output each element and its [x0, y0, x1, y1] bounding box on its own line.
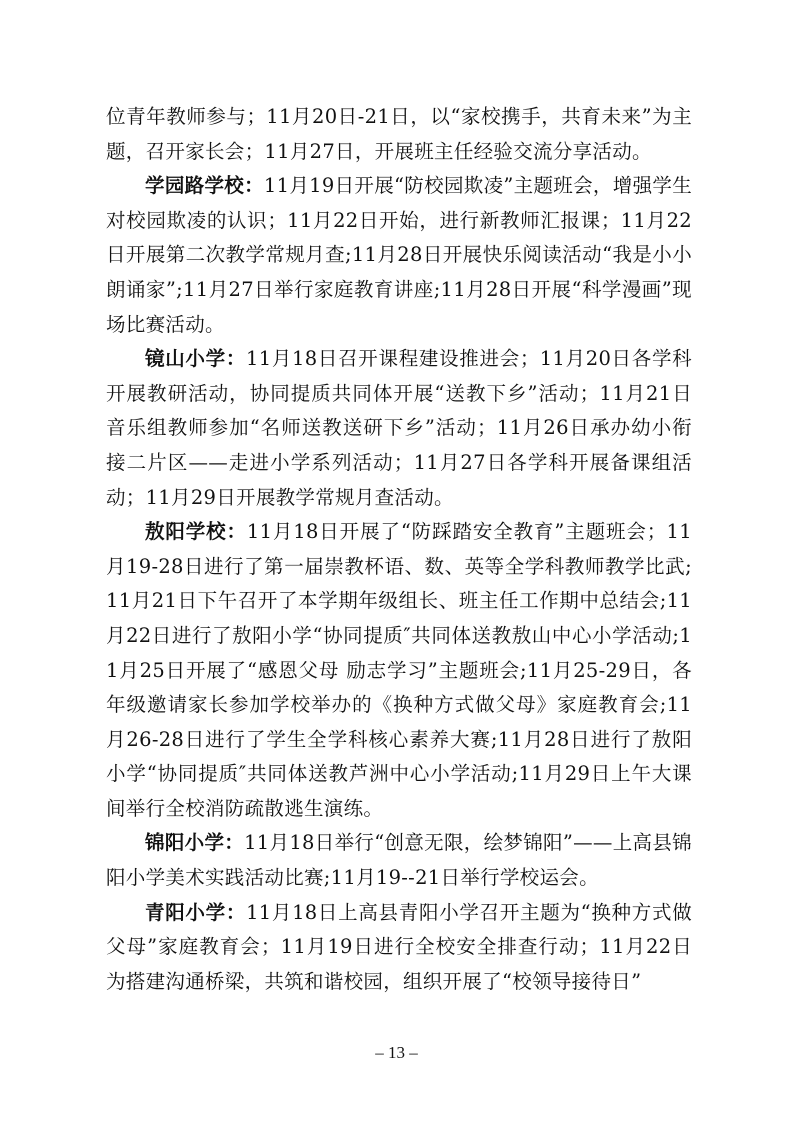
paragraph-jinyang-school	[106, 826, 692, 895]
document-body	[106, 100, 692, 999]
paragraph-text: 11月18日开展了“防踩踏安全教育”主题班会；11月19-28日进行了第一届崇教杯语、数、英等全学科教师教学比武;11月21日下午召开了本学期年级组长、班主任工作期中总结会;11月22日进行了敖阳小学“协同提质″共同体送教敖山中心小学活动;11月25日开展了“感恩父母 励志学习”主题班会;11月25-29日，各年级邀请家长参加学校举办的《换种方式做父母》家庭教育会;11月26-28日进行了学生全学科核心素养大赛;11月28日进行了敖阳小学“协同提质″共同体送教芦洲中心小学活动;11月29日上午大课间举行全校消防疏散逃生演练。	[106, 520, 692, 820]
paragraph-text: 11月18日上高县青阳小学召开主题为“换种方式做父母”家庭教育会；11月19日进行全校安全排查行动；11月22日为搭建沟通桥梁，共筑和谐校园，组织开展了“校领导接待日”	[106, 900, 692, 993]
school-name: 镜山小学：	[145, 347, 247, 371]
paragraph-text: 位青年教师参与；11月20日-21日，以“家校携手，共育未来”为主题，召开家长会；11月27日，开展班主任经验交流分享活动。	[106, 105, 692, 163]
paragraph-continuation	[106, 100, 692, 169]
page-number: – 13 –	[375, 1043, 418, 1062]
school-name: 青阳小学：	[145, 900, 247, 924]
paragraph-xueyuanlu-school	[106, 169, 692, 342]
paragraph-text: 11月18日举行“创意无限，绘梦锦阳”——上高县锦阳小学美术实践活动比赛;11月19--21日举行学校运会。	[106, 831, 692, 890]
paragraph-text: 11月19日开展“防校园欺凌”主题班会，增强学生对校园欺凌的认识；11月22日开始，进行新教师汇报课；11月22日开展第二次教学常规月查;11月28日开展快乐阅读活动“我是小小朗诵家”;11月27日举行家庭教育讲座;11月28日开展“科学漫画”现场比赛活动。	[106, 174, 692, 336]
paragraph-qingyang-school	[106, 896, 692, 1000]
school-name: 锦阳小学：	[145, 831, 245, 855]
school-name: 敖阳学校：	[145, 520, 247, 544]
paragraph-text: 11月18日召开课程建设推进会；11月20日各学科开展教研活动，协同提质共同体开展“送教下乡”活动；11月21日音乐组教师参加“名师送教送研下乡”活动；11月26日承办幼小衔接二片区——走进小学系列活动；11月27日各学科开展备课组活动；11月29日开展教学常规月查活动。	[106, 347, 692, 509]
paragraph-jingshan-school	[106, 342, 692, 515]
school-name: 学园路学校：	[145, 174, 264, 198]
paragraph-aoyang-school	[106, 515, 692, 826]
